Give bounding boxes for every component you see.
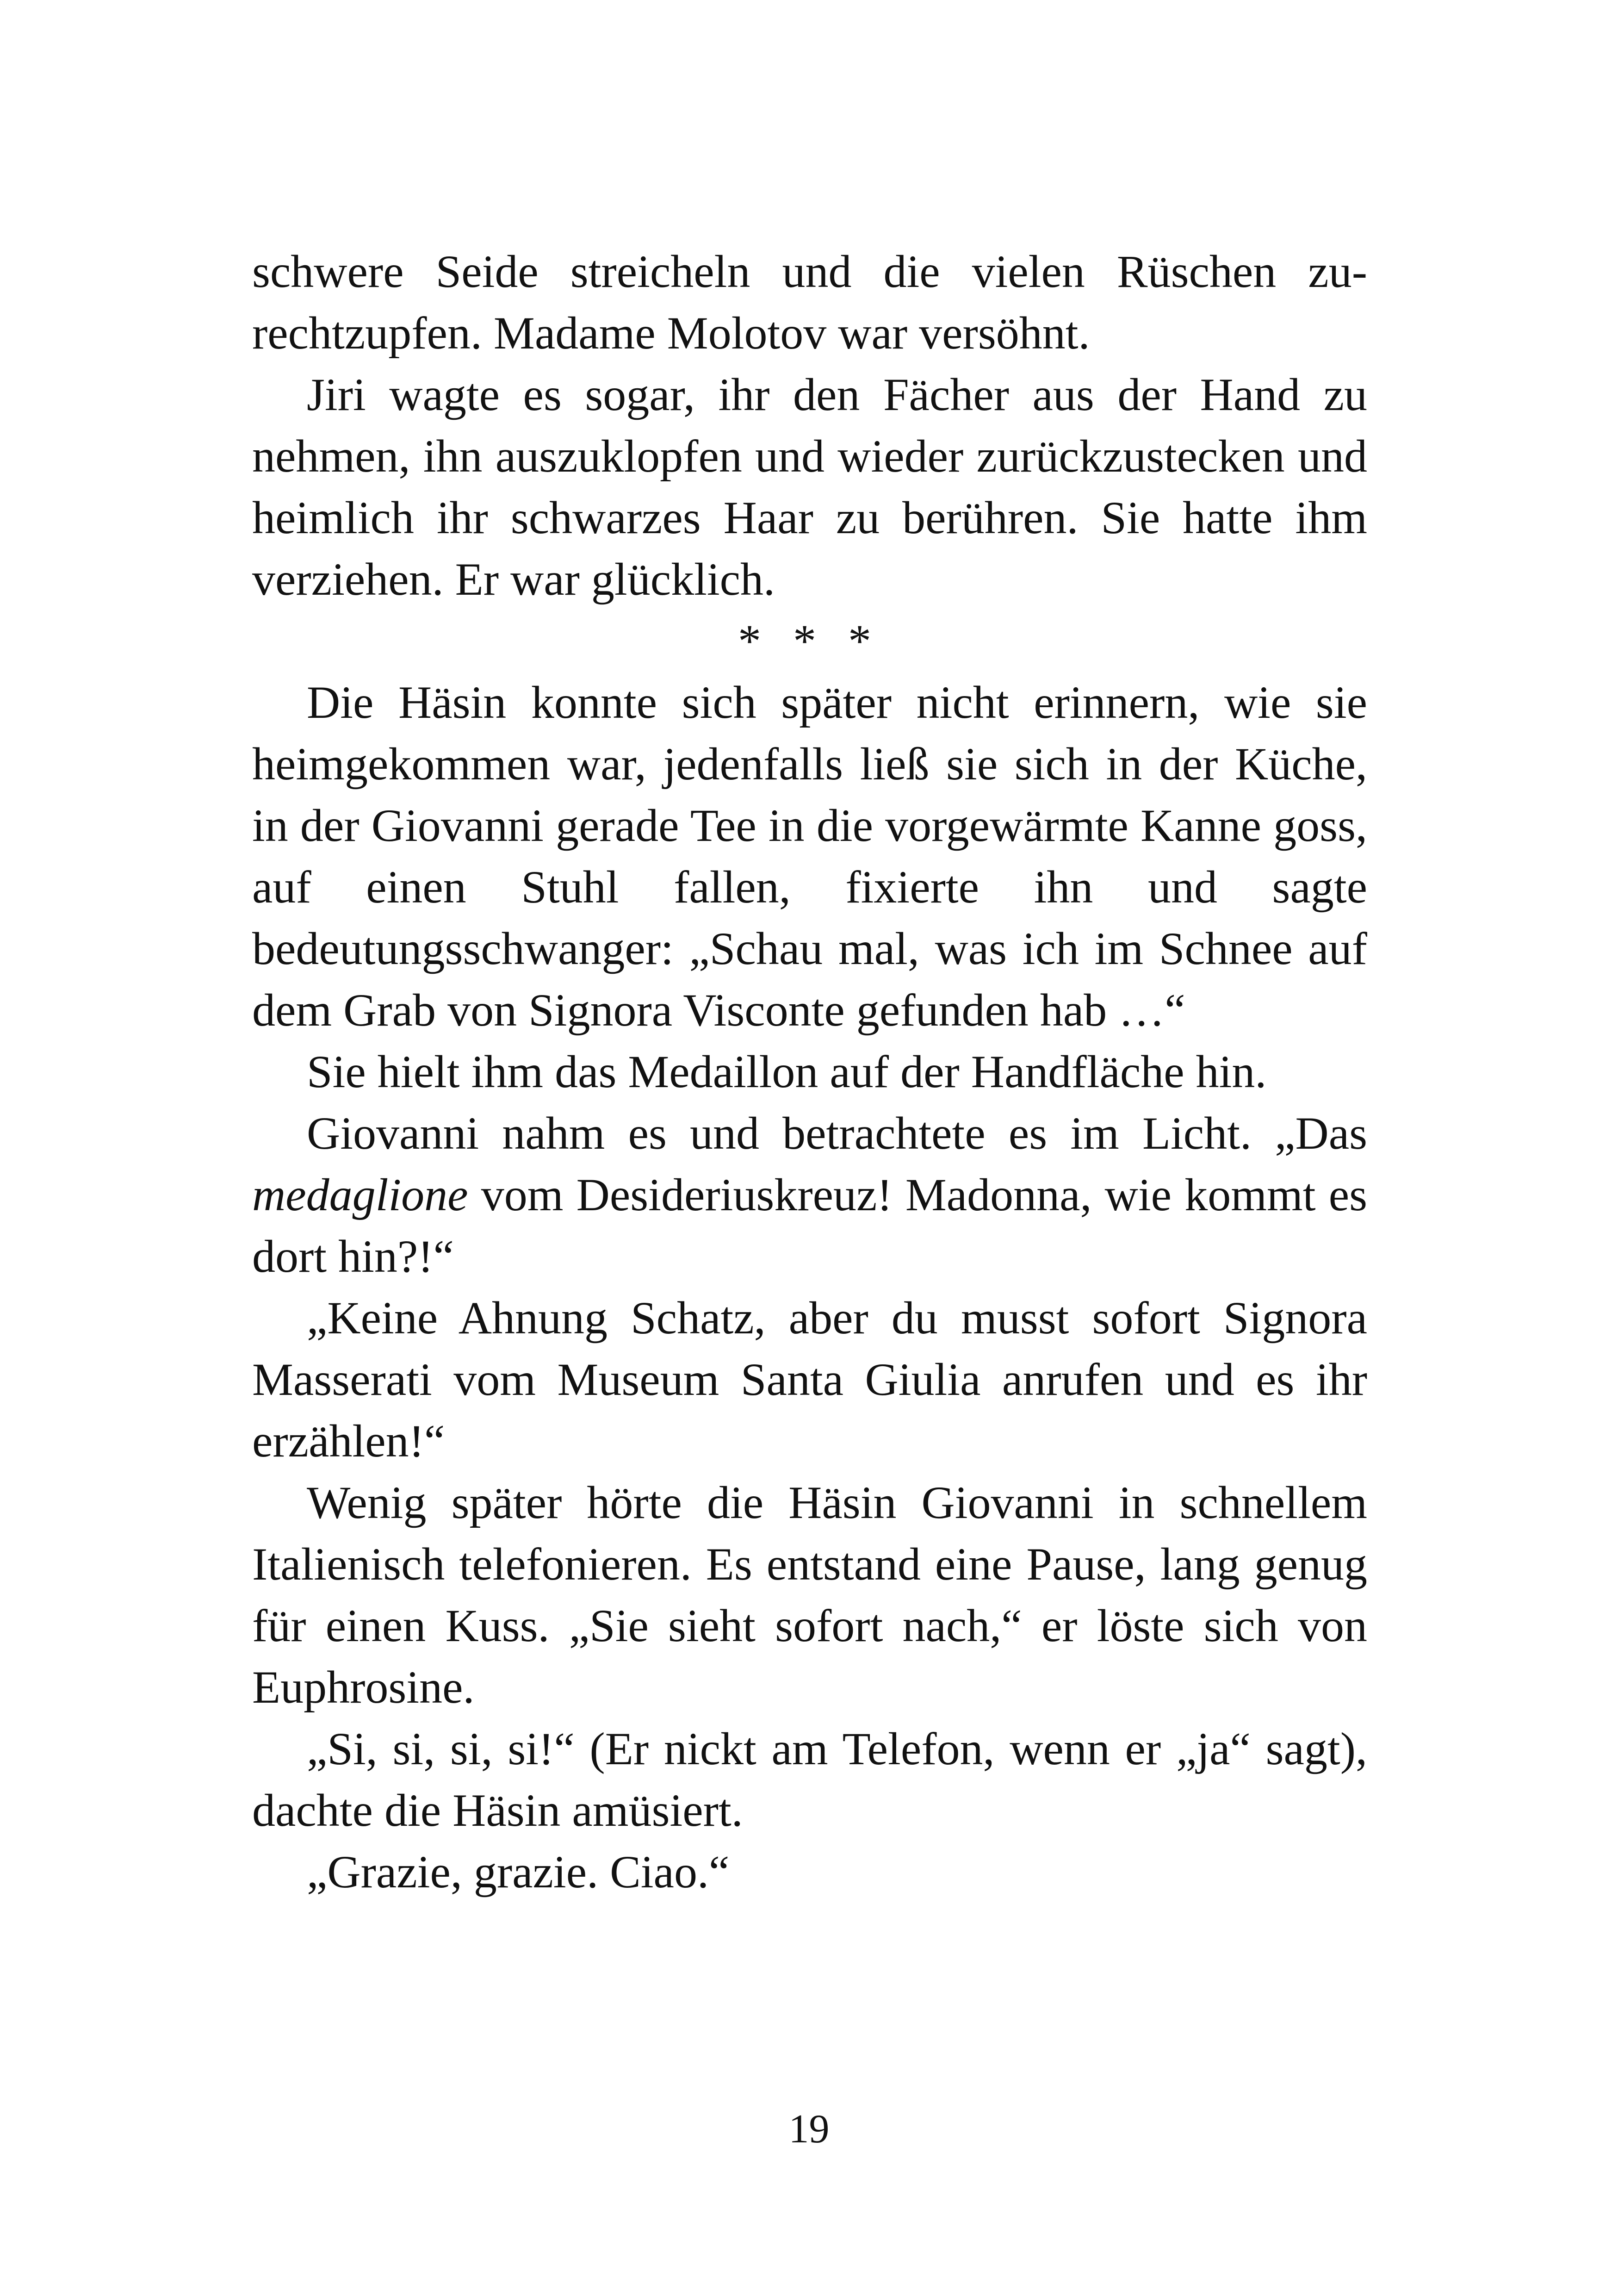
paragraph-6: „Keine Ahnung Schatz, aber du musst sofort Signora Masserati vom Museum Santa Giulia anrufen und es ihr erzählen!“ <box>252 1292 1367 1467</box>
paragraph-5 <box>252 1102 1367 1287</box>
paragraph-9: „Grazie, grazie. Ciao.“ <box>307 1846 730 1898</box>
paragraph-3: Die Häsin konnte sich später nicht erinnern, wie sie heimgekommen war, jedenfalls ließ sie sich in der Küche, in der Giovanni gerade Tee in die vorgewärmte Kanne goss, auf einen Stuhl fallen, fixierte ihn und sagte bedeutungsschwanger: „Schau mal, was ich im Schnee auf dem Grab von Signora Visconte gefunden hab …“ <box>252 677 1367 1036</box>
paragraph-8: „Si, si, si, si!“ (Er nickt am Telefon, wenn er „ja“ sagt), dachte die Häsin amüsiert. <box>252 1723 1367 1836</box>
italic-word: medaglione <box>252 1169 468 1220</box>
paragraph-2: Jiri wagte es sogar, ihr den Fächer aus der Hand zu nehmen, ihn auszuklopfen und wieder zurückzustecken und heimlich ihr schwarzes Haar zu berühren. Sie hatte ihm verziehen. Er war glücklich. <box>252 369 1367 605</box>
paragraph-5-part-b: vom Desideriuskreuz! Madonna, wie kommt es dort hin?!“ <box>252 1169 1367 1282</box>
paragraph-4: Sie hielt ihm das Medaillon auf der Handfläche hin. <box>307 1046 1267 1097</box>
body-text <box>252 241 1367 1903</box>
section-separator: * * * <box>738 615 881 666</box>
paragraph-5-part-a: Giovanni nahm es und betrachtete es im Licht. „Das <box>307 1108 1367 1159</box>
paragraph-7: Wenig später hörte die Häsin Giovanni in schnellem Italienisch telefonieren. Es entstand eine Pause, lang genug für einen Kuss. „Sie sieht sofort nach,“ er löste sich von Euphrosine. <box>252 1477 1367 1713</box>
paragraph-1: schwere Seide streicheln und die vielen Rüschen zurechtzupfen. Madame Molotov war versöhnt. <box>252 246 1367 359</box>
page-number: 19 <box>788 2107 830 2152</box>
